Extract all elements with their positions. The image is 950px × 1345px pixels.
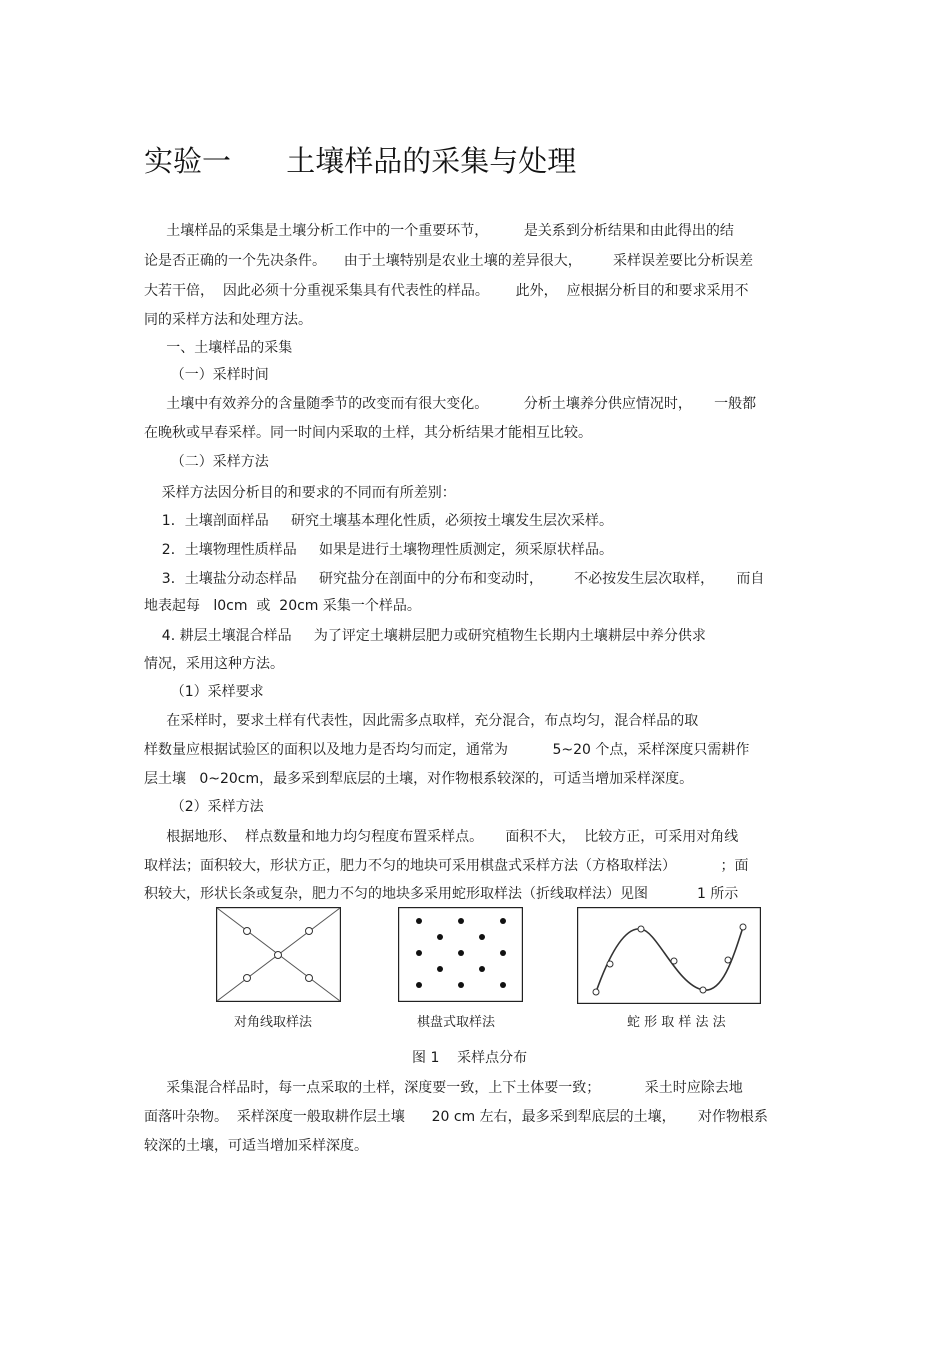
text-line: 较深的土壤，可适当增加采样深度。 [144,1138,368,1154]
text-line: 取样法；面积较大，形状方正，肥力不匀的地块可采用棋盘式采样方法（方格取样法） ；面 [144,858,749,874]
text-line: 在采样时，要求土样有代表性，因此需多点取样，充分混合，布点均匀，混合样品的取 [144,713,699,729]
text-line: 采集混合样品时，每一点采取的土样，深度要一致，上下土体要一致； 采土时应除去地 [144,1080,743,1096]
list-item: 1．土壤剖面样品 研究土壤基本理化性质，必须按土壤发生层次采样。 [144,513,613,529]
figure-caption-diagonal: 对角线取样法 [234,1015,313,1030]
serpentine-sampling-figure [577,907,761,1002]
text-line: 地表起每 l0cm 或 20cm 采集一个样品。 [144,598,421,614]
list-item: 4. 耕层土壤混合样品 为了评定土壤耕层肥力或研究植物生长期内土壤耕层中养分供求 [144,628,706,644]
text-line: 大若干倍， 因此必须十分重视采集具有代表性的样品。 此外， 应根据分析目的和要求采用不 [144,283,749,299]
text-line: 采样方法因分析目的和要求的不同而有所差别： [144,485,456,501]
text-line: 土壤样品的采集是土壤分析工作中的一个重要环节， 是关系到分析结果和由此得出的结 [144,223,734,239]
list-item: 3．土壤盐分动态样品 研究盐分在剖面中的分布和变动时， 不必按发生层次取样， 而自 [144,571,765,587]
subsection-heading: （二）采样方法 [144,454,269,470]
text-line: 土壤中有效养分的含量随季节的改变而有很大变化。 分析土壤养分供应情况时， 一般都 [144,396,757,412]
section-heading: 一、土壤样品的采集 [144,340,293,356]
text-line: 情况，采用这种方法。 [144,656,284,672]
figure-caption-serpentine: 蛇 形 取 样 法 法 [627,1015,726,1030]
subsection-heading: （2）采样方法 [144,799,264,815]
subsection-heading: （一）采样时间 [144,367,269,383]
text-line: 样数量应根据试验区的面积以及地力是否均匀而定，通常为 5~20 个点，采样深度只需耕作 [144,742,750,758]
text-line: 面落叶杂物。 采样深度一般取耕作层土壤 20 cm 左右，最多采到犁底层的土壤， 对作物根系 [144,1109,768,1125]
text-line: 同的采样方法和处理方法。 [144,312,312,328]
figure-title: 图 1 采样点分布 [412,1050,528,1066]
subsection-heading: （1）采样要求 [144,684,264,700]
diagonal-sampling-figure [216,907,341,1002]
text-line: 根据地形、 样点数量和地力均匀程度布置采样点。 面积不大， 比较方正，可采用对角线 [144,829,739,845]
figure-caption-checkerboard: 棋盘式取样法 [417,1015,496,1030]
text-line: 积较大，形状长条或复杂，肥力不匀的地块多采用蛇形取样法（折线取样法）见图 1 所示 [144,886,739,902]
text-line: 在晚秋或早春采样。同一时间内采取的土样，其分析结果才能相互比较。 [144,425,592,441]
page-title: 实验一 土壤样品的采集与处理 [144,144,577,178]
checkerboard-sampling-figure [398,907,523,1002]
text-line: 论是否正确的一个先决条件。 由于土壤特别是农业土壤的差异很大， 采样误差要比分析误差 [144,253,753,269]
text-line: 层土壤 0~20cm，最多采到犁底层的土壤，对作物根系较深的，可适当增加采样深度。 [144,771,694,787]
list-item: 2．土壤物理性质样品 如果是进行土壤物理性质测定，须采原状样品。 [144,542,613,558]
